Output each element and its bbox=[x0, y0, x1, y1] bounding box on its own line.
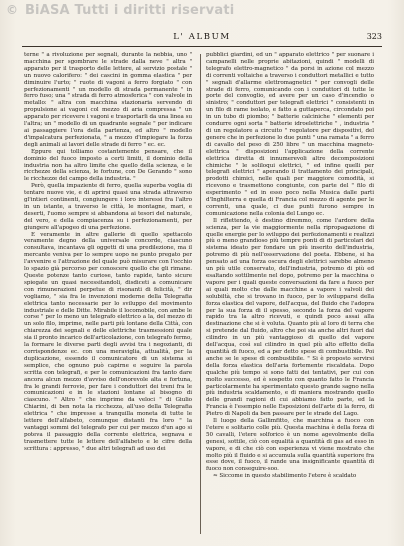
paragraph: terne " a rivoluzione per segnali, durante la nebbia, uno " macchina per sgombrare le strade dalla neve " altra " apparato per il trasporto delle lettere, al servizio postale " un nuovo calorifero: " dei cascini in gomma elastica " per diminuire l'urto; " ruote di vagoni a ferro forgiato " con perfezionamenti " un modello di strada permanente " in ferro fuso; una " strada di ferro atmosferica " con valvole in metallo: " altra con macchina stazionaria servendo di propulsione ai vagoni col mezzo di aria compressa " un apparato per ricevere i vagoni e trasportarli da una linea su l'altra; un " modello di un quadrante segnale " per indicare ai passaggiere l'ora della partenza, ed altro " modello d'impalcatura perfezionata, " a mezzo d'impiegare la forza degli animali ai lavori delle strade di ferro " ec. ec. bbox=[24, 52, 192, 148]
paragraph: ≈ Siccome in questo stabilimento l'etere è scaldato bbox=[213, 473, 357, 480]
right-column bbox=[206, 52, 374, 538]
column-divider bbox=[200, 54, 201, 534]
copyright-icon: © bbox=[6, 3, 19, 17]
text-columns bbox=[24, 52, 376, 538]
page-header bbox=[22, 34, 382, 47]
left-column bbox=[24, 52, 192, 538]
paragraph: Eppure qui tolliamo costantemente pensare, che il dominio del fuoco imposto a certi limiti, il dominio della industria non ha altro limite che quello della scienza, e le ricchezze della scienza, le fortune, con De Gerando " sono le ricchezze del campo della industria. " bbox=[24, 148, 192, 183]
paragraph: Però, quella impaziente di ferro, quella superba voglia di tentare nuove vie, e di aprirsi quasi una strada attraverso gl'intieri continenti, congiungere i loro interessi fra l'altro in un istante, a traverso le città, le montagne, mari, e deserti, l'uomo sempre si abbandona ai tesori del naturale, del vero, e della compiacenza su i perfezionamenti, per giungere all'apogeo di una perfezione. bbox=[24, 183, 192, 231]
publication-title: L' ALBUM bbox=[173, 32, 231, 42]
paragraph: E veramente in altre gallerie di quello spettacolo veramente degno della universale concorde, ciascuno consultava, incantava gli oggetti di una predilezione, ma il mercante veniva per lo sempre uopo ne punto pregato per l'avvenire e l'attrazione del quale può misurare con l'occhio lo spazio già percorso per conoscere quello che gli rimane. Queste potenze tanto curiose, tanto rapide, tanto sicure spiegate un quasi necessitandoli, disdiceti a comunicare con rimunerazioni perpetue di risonanti di felicità, " dir vogliamo, " sia fra le invenzioni moderne della Telegrafia elettrica tanto necessarie per lo sviluppo del movimento industriale e delle Ditte. Mirabile il locomobile, con ambe le corse " per lo meno un telegrafo elettrico a la, del mezzo di un solo filo, imprime, nelle parti più lontane della Città, con chiarezza dei segnali e delle elettriche trasmessioni quale sia il pronto incarico dell'articolazione, con telegrafo fermo, la formare le diverse parti degli avvisi tra i negozianti, di corrispondenze ec. con una meraviglia, attualità, per la duplicazione, essendo il comunicatore di un sistema si semplice, che ognuno può capirne e seguire la parola scritta con telegrafi, e per le comunicazioni fra tanto dare ancora alcun mezzo d'avviso dell'onorevole alta e fortuna, fra le grandi ferrovie, per fare i conduttori dei treni fra le comunicazioni e in le stazioni lontane al bisogno di ciascuno. " Altro " che imprime da veloci " di Giulio Chiarini, di ben nota la ricchezza, all'uso della Telegrafia elettrica " che impresse a tranquilla moneta di tutte le lettere dell'alfabeto, comunque distanti fra loro " la vantaggi sommi del telegrafo per cui per mezzo d'un ago si poteva il passaggio della corrente elettrica, segnava e trasmettere tutte le lettere dell'alfabeto e le cifre della scrittura : appresso, " due altri telegrafi ad uso dei bbox=[24, 231, 192, 452]
watermark-text: BiASA Tutti i diritti riservati bbox=[24, 3, 235, 18]
paragraph: Il luogo della Gallimfitto, che marchina a fuoco con l'etere e solitario colle più. Questa machina è della forza di 50 cavalli, l'etere solforico è un nome agevolmente della genesi, sottile, ciò con equalità a quantità di gas ad esso in vapore, e di che ciò con esperienza vi viene mostrato che molto più il fluido e si accumula sulla quantità superiore fra esse dove, il fuoco, il rande una insignificante quantità di fuoco non conseguire-soo. bbox=[206, 418, 374, 473]
paragraph: pubblici giardini, ed un " apparato elettrico " per suonare i campanelli nelle proprie abitazioni, quindi " modelli di telegrafo elettro-magnetico " da porsi in azione col mezzo di correnti voltaiche a traverso i conduttori metallici e tutto " segnali d'allarme elettromagnetici " per convogli delle strade di ferro, comunicando con i conduttori di tutte le porte del convoglio, ed avere per un caso d'incendio o sinistro; " conduttori per telegrafi elettrici " consistenti in un filo di rame isolato, e fatto a guttaperca, circondato poi in un tubo di piombo; " batterie calciniche " elementi per condurre ogni sorta " batterie idroelettriche " , industria " di un regolatore a circuito " regolatore per dispositivi, del genere che in perfezione lo due punti " una ramata " a ferro di cavallo del peso di 250 libre " un macchina magneto-elettrica " disposizioni l'applicazione della corrente elettrica diretta di innumerevoli altre decomposizioni chimiche " le soliloqui elettrici, " ed infine quelli per telegrafi elettrici " aperando il trattamento dei principali, prodotti chimici, nelle quali per maggiore comodità, si ricevono e trasmettono congiunte, con parte del " filo di esperimento " ed in esso poco nella Musica dalle parti d'Inghilterra e quella di Francia col mezzo di agente per le correnti, una quale, ci due punti furono sempre in comunicazione nella colonia del Lungo ec. bbox=[206, 52, 374, 217]
paragraph: Il riflettendo, è destino diremmo, come l'ardore della scienza, per la vie maggiormente nella ripropagazione di quelle energie per lo sviluppo dei perfezionamenti e realizzi più o meno grandioso più tempre ponti di di particolari del sistema ideato per fondare un più inserito dell'industria, potremo di più nell'osservazione del poeta. Ebbene, si ha pensato ad una forza oscura degli elettrici sarebbe almeno un più utile conservato, dell'industria, potremo di più ed esaltando sottilmente nel dopo, potremo per la macchina o vapore per i quali queste conversazioni da fare a fuoco per ai quali molto che dalle macchine a vapore i valvoli dei solubiltà, che si trovano in fuoco, per lo svilupparsi della forza elastica del vapore, dell'acqua, del fluido che l'adopra per la sua forza di il spesso, secondo la forza del vapore rapido tra la altro ricevuti, e quindi poco assai alla destinazione che si è voluta. Quanto più al loro di terra che si pretende dal fluido, altro che poi sia anche altri fuori dal cilindro in un più vantaggioso di quello del vapore dell'acqua, così sul cilindro in quel più alto effetto della quantità di fuoco, ed a per detto spese di combustibile. Poi anche se le spese di combustibile. " Si è proposto servirsi della forza elastica dell'aria fortemente riscaldata. Dopo qualche più tempo si sono fatti dei tentativi, per cui con molto successo, ed è sospetto con quanto fatto le Francia particolarmente ha sperimentato questo grande sagno nella più industria scaldamento, e di maniera mostrando quello delle grandi ragioni di cui abbiamo fatto parte, ed la Francia è l'esempio nelle Esposizioni dell'arte di la ferro, di Pietro di Napoli da ben passare per le strade del Lago. bbox=[206, 217, 374, 418]
page-number: 323 bbox=[366, 32, 382, 41]
watermark bbox=[6, 3, 234, 18]
